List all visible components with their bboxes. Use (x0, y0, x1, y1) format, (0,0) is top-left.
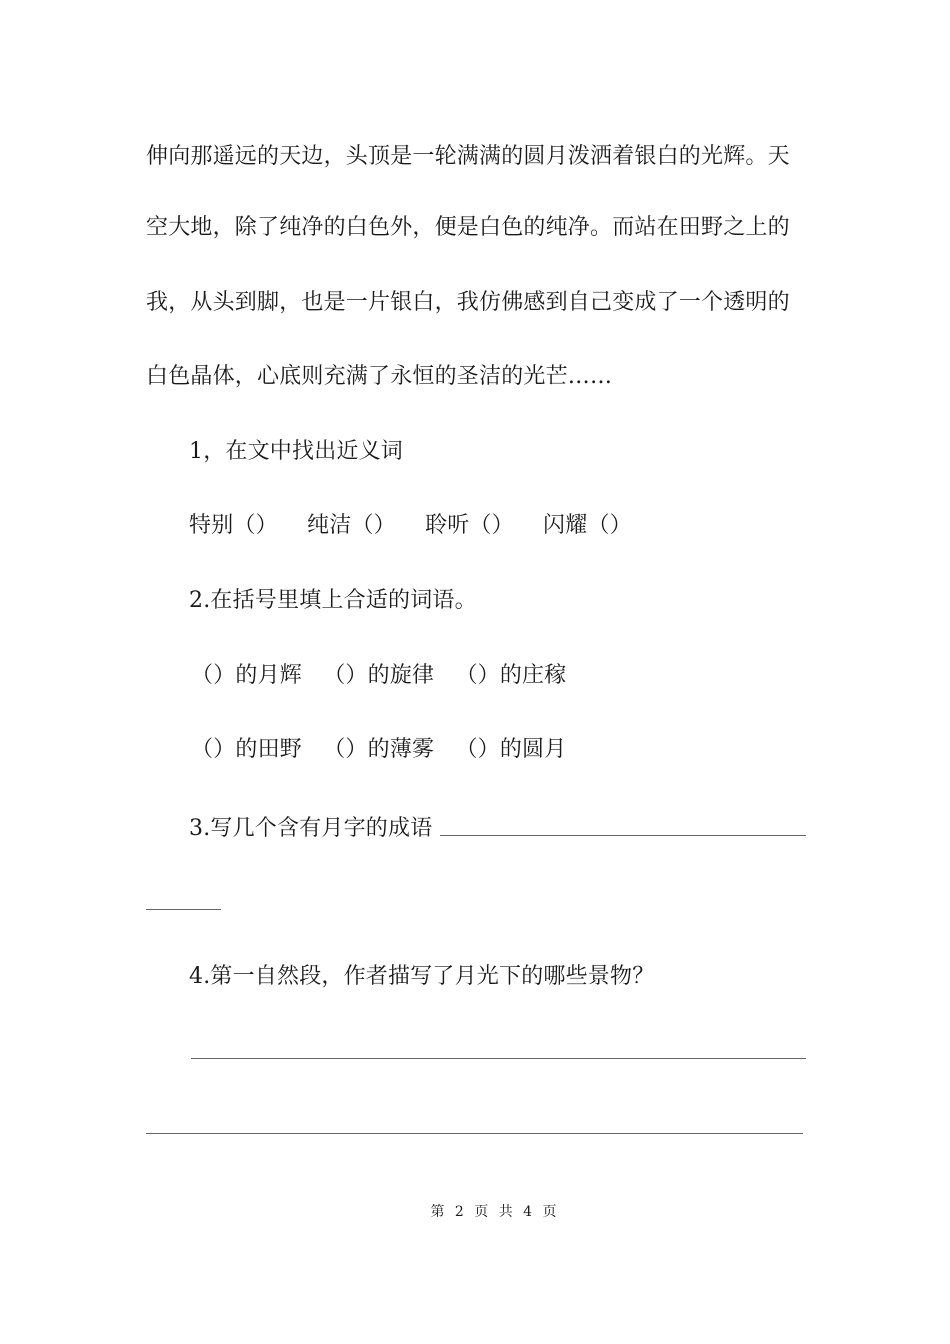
fill-item: （）的月辉 (191, 663, 303, 688)
passage-line-2: 空大地，除了纯净的白色外，便是白色的纯净。而站在田野之上的 (146, 215, 790, 240)
question-1-title: 1，在文中找出近义词 (189, 439, 403, 464)
fill-item: （）的庄稼 (455, 663, 567, 688)
question-3-title: 3.写几个含有月字的成语 (189, 816, 433, 841)
question-2-row-1 (191, 661, 856, 691)
answer-line (146, 1133, 803, 1134)
answer-line (191, 1058, 806, 1059)
answer-line (440, 835, 806, 836)
answer-line (146, 909, 221, 910)
question-2-title: 2.在括号里填上合适的词语。 (189, 588, 477, 613)
fill-item: （）的薄雾 (323, 737, 435, 762)
fill-item: （）的旋律 (323, 663, 435, 688)
page-footer: 第 2 页 共 4 页 (430, 1204, 560, 1220)
synonym-item: 聆听（） (425, 513, 514, 538)
synonym-item: 纯洁（） (307, 513, 396, 538)
question-4-title: 4.第一自然段，作者描写了月光下的哪些景物？ (189, 964, 655, 989)
fill-item: （）的圆月 (455, 737, 567, 762)
synonym-item: 特别（） (189, 513, 278, 538)
fill-item: （）的田野 (191, 737, 303, 762)
passage-line-3: 我，从头到脚，也是一片银白，我仿佛感到自己变成了一个透明的 (146, 290, 790, 315)
passage-line-1: 伸向那遥远的天边，头顶是一轮满满的圆月泼洒着银白的光辉。天 (146, 144, 790, 169)
synonym-item: 闪耀（） (543, 513, 632, 538)
passage-line-4: 白色晶体，心底则充满了永恒的圣洁的光芒…… (146, 364, 613, 389)
question-1-items (189, 511, 854, 541)
question-2-row-2 (191, 735, 856, 765)
